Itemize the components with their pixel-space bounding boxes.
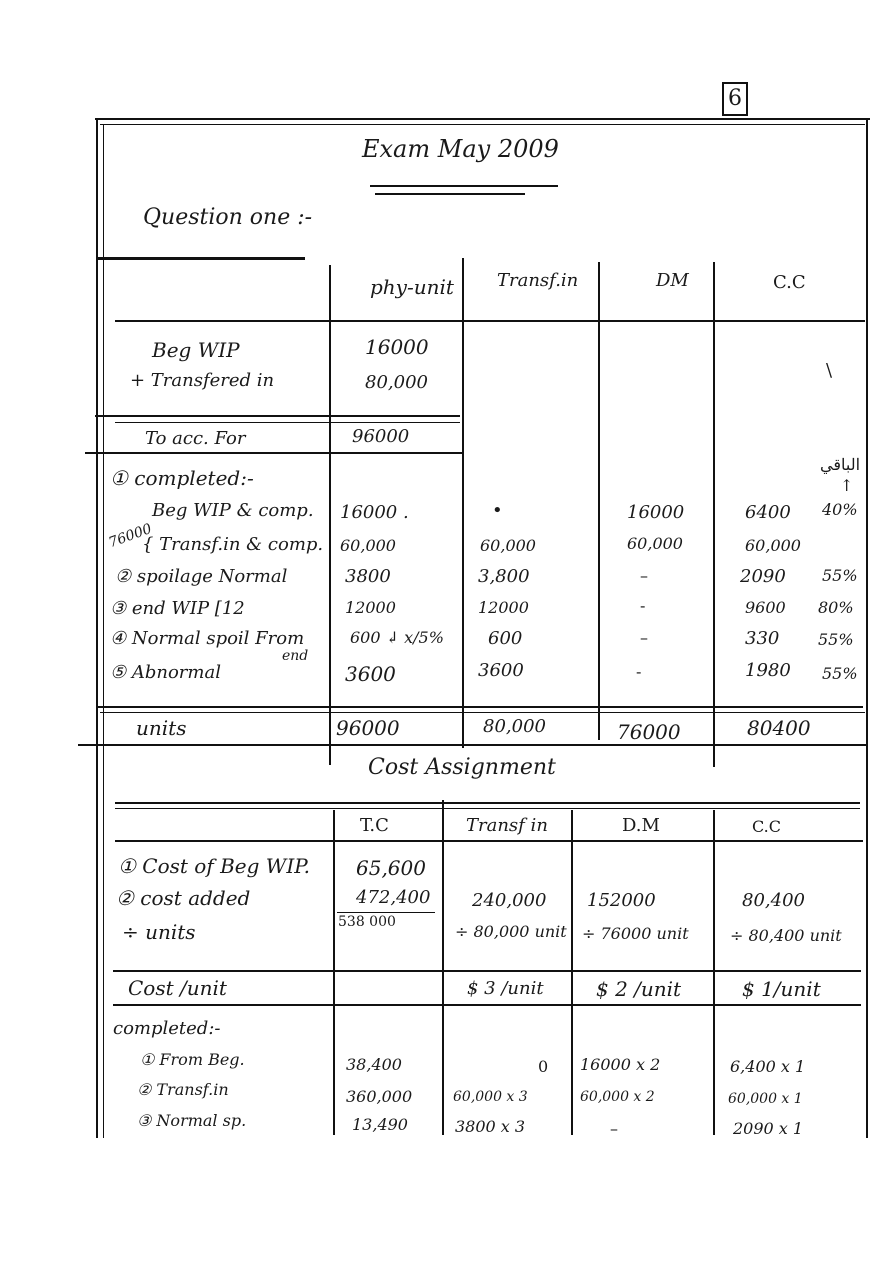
ca-col-line-4	[713, 810, 715, 1135]
question-heading: Question one :-	[143, 205, 313, 230]
ca-completed-label-item: ① From Beg.	[140, 1050, 245, 1069]
t1-row-label: ④ Normal spoil From	[110, 628, 305, 649]
t1-units-cc: 80400	[747, 716, 811, 740]
ca-cost-unit-transf: $ 3 /unit	[467, 978, 544, 999]
t1-row-dm: -	[636, 662, 642, 681]
t1-row-pct: 55%	[822, 664, 858, 683]
t1-row-transf: 3600	[478, 660, 524, 681]
t1-units-label: units	[136, 716, 187, 740]
ca-header-cc: C.C	[752, 817, 781, 836]
ca-cost-unit-rule-bottom	[113, 1004, 861, 1006]
t1-row-dm: –	[640, 628, 648, 647]
ca-completed-cc: 60,000 x 1	[728, 1091, 803, 1107]
t1-row-cc: 2090	[740, 566, 786, 587]
t1-row-label: ⑤ Abnormal	[110, 662, 221, 683]
t1-transferred-in-label: + Transfered in	[130, 370, 275, 391]
t1-col-line-2	[462, 258, 464, 748]
ca-beg-wip-label: ① Cost of Beg WIP.	[118, 854, 311, 878]
frame-right	[866, 118, 868, 1138]
t1-units-rule-1	[98, 706, 863, 708]
t1-side-note: 76000	[106, 520, 154, 552]
ca-cost-unit-rule-top	[113, 970, 861, 972]
t1-header-dm: DM	[656, 270, 689, 291]
ca-subtotal: 538 000	[338, 914, 396, 930]
t1-units-dm: 76000	[617, 720, 681, 744]
ca-completed-label-item: ② Transf.in	[137, 1080, 229, 1099]
ca-completed-label-item: ③ Normal sp.	[137, 1111, 247, 1130]
t1-row-pct: 80%	[818, 598, 854, 617]
page-number: 6	[722, 82, 748, 116]
t1-header-transf-in: Transf.in	[497, 270, 579, 291]
ca-cost-added-label: ② cost added	[116, 886, 251, 910]
t1-header-phy-unit: phy-unit	[370, 275, 454, 299]
ca-cost-added-tc: 472,400	[356, 887, 431, 908]
ca-cost-added-transf: 240,000	[472, 890, 547, 911]
ca-cost-unit-cc: $ 1/unit	[742, 977, 821, 1001]
t1-row-transf: 3,800	[478, 566, 530, 587]
t1-note-right: \	[826, 360, 833, 381]
t1-subtotal-rule-2	[115, 422, 460, 423]
ca-cost-added-cc: 80,400	[742, 890, 805, 911]
t1-col-line-4	[713, 262, 715, 767]
question-underline	[97, 257, 305, 260]
ca-completed-transf: 0	[538, 1057, 549, 1076]
ca-beg-wip-tc: 65,600	[356, 856, 426, 880]
ca-completed-tc: 13,490	[352, 1115, 408, 1134]
frame-top-inner	[100, 124, 865, 125]
ca-units-label: ÷ units	[122, 920, 196, 944]
ca-completed-label: completed:-	[113, 1018, 221, 1039]
t1-row-dm: 60,000	[627, 534, 683, 553]
frame-top	[95, 118, 870, 120]
t1-units-rule-2	[100, 712, 865, 713]
t1-row-phy: 3600	[345, 662, 396, 686]
cost-assignment-title: Cost Assignment	[368, 755, 556, 780]
t1-row-cc: 6400	[745, 502, 791, 523]
ca-completed-dm: 60,000 x 2	[580, 1089, 655, 1105]
t1-beg-wip-phy: 16000	[365, 335, 429, 359]
ca-completed-transf: 3800 x 3	[455, 1117, 526, 1136]
t1-row-transf: •	[492, 500, 503, 521]
t1-header-cc: C.C	[773, 272, 806, 293]
title-underline-2	[375, 193, 525, 195]
t1-subtotal-rule-1	[95, 415, 460, 417]
t1-row-pct: 55%	[822, 566, 858, 585]
ca-header-dm: D.M	[622, 815, 660, 836]
t1-row-cc: 330	[745, 628, 780, 649]
t1-row-transf: 600	[488, 628, 523, 649]
t1-row-phy: 16000 .	[340, 502, 409, 523]
ca-header-transf-in: Transf in	[466, 815, 548, 836]
ca-cost-added-dm: 152000	[587, 890, 656, 911]
t1-row-transf: 12000	[478, 598, 529, 617]
t1-transferred-in-phy: 80,000	[365, 372, 428, 393]
page-title: Exam May 2009	[362, 135, 559, 163]
ca-completed-dm: 16000 x 2	[580, 1055, 661, 1074]
ca-units-dm: ÷ 76000 unit	[582, 924, 689, 943]
t1-row-phy: 60,000	[340, 536, 396, 555]
t1-row-end-note: end	[282, 648, 309, 664]
t1-row-label: ③ end WIP [12	[110, 598, 245, 619]
t1-arabic-note: الباقي	[820, 455, 861, 474]
t1-row-phy: 12000	[345, 598, 396, 617]
t1-to-acc-for-label: To acc. For	[145, 428, 246, 449]
t1-units-bottom-rule	[78, 744, 868, 746]
t1-col-line-1	[329, 265, 331, 765]
ca-completed-tc: 38,400	[346, 1055, 402, 1074]
t1-row-transf: 60,000	[480, 536, 536, 555]
ca-cost-unit-label: Cost /unit	[128, 976, 227, 1000]
ca-completed-tc: 360,000	[346, 1087, 413, 1106]
t1-beg-wip-label: Beg WIP	[152, 338, 240, 362]
t1-row-cc: 9600	[745, 598, 786, 617]
t1-completed-label: ① completed:-	[110, 466, 254, 490]
ca-cost-unit-dm: $ 2 /unit	[596, 977, 682, 1001]
t1-row-pct: 55%	[818, 630, 854, 649]
t1-row-pct: 40%	[822, 500, 858, 519]
t1-row-phy: 600 ↲ x/5%	[350, 628, 444, 647]
t1-col-line-3	[598, 262, 600, 740]
ca-col-line-1	[333, 810, 335, 1135]
t1-row-cc: 1980	[745, 660, 791, 681]
t1-row-dm: –	[640, 566, 648, 585]
ca-header-tc: T.C	[360, 815, 389, 836]
ca-units-transf: ÷ 80,000 unit	[455, 922, 567, 941]
t1-row-label: Beg WIP & comp.	[152, 500, 314, 521]
ca-completed-transf: 60,000 x 3	[453, 1089, 528, 1105]
ca-completed-cc: 6,400 x 1	[730, 1057, 806, 1076]
t1-to-acc-rule	[85, 452, 463, 454]
t1-header-rule	[115, 320, 865, 322]
t1-row-dm: -	[640, 596, 646, 615]
ca-top-rule-1	[115, 802, 860, 804]
t1-row-cc: 60,000	[745, 536, 801, 555]
ca-top-rule-2	[115, 808, 860, 809]
t1-row-label: ② spoilage Normal	[115, 566, 288, 587]
frame-left	[96, 118, 98, 1138]
t1-row-label: { Transf.in & comp.	[142, 534, 324, 555]
t1-row-phy: 3800	[345, 566, 391, 587]
ca-header-rule	[115, 840, 863, 842]
ca-completed-cc: 2090 x 1	[733, 1119, 804, 1138]
ca-col-line-2	[442, 800, 444, 1135]
t1-to-acc-for-phy: 96000	[352, 426, 410, 447]
t1-arrow: ↑	[840, 476, 854, 495]
t1-row-dm: 16000	[627, 502, 685, 523]
ca-completed-dm: –	[610, 1119, 618, 1138]
ca-units-cc: ÷ 80,400 unit	[730, 926, 842, 945]
ca-subtotal-rule	[337, 912, 435, 913]
frame-left-inner	[103, 124, 104, 1138]
t1-units-phy: 96000	[336, 716, 400, 740]
title-underline-1	[370, 185, 558, 187]
t1-units-transf: 80,000	[483, 716, 546, 737]
ca-col-line-3	[571, 810, 573, 1135]
